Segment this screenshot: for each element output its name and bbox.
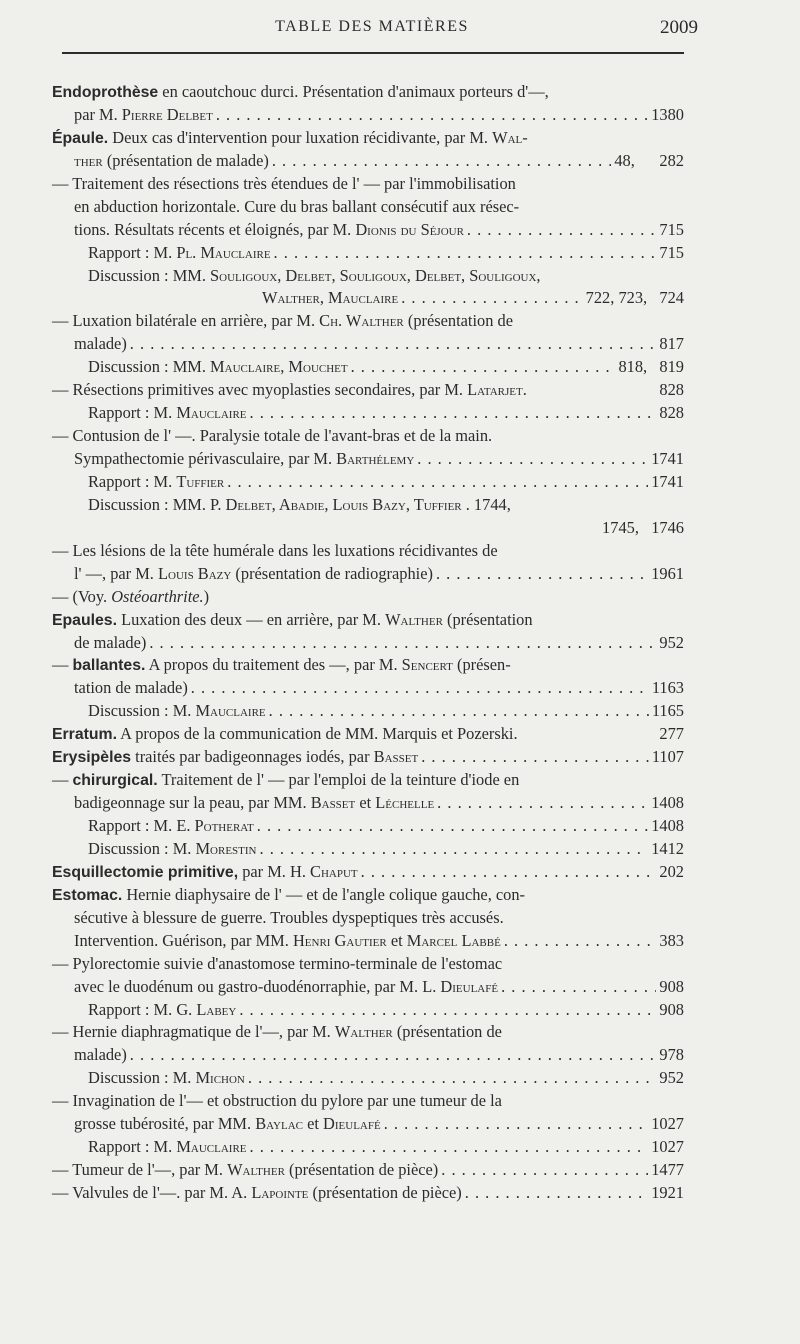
index-line	[52, 723, 684, 746]
entry-fragment: (présentation de pièce)	[284, 1160, 439, 1180]
entry-fragment: Discussion : M.	[88, 701, 196, 721]
entry-fragment: —	[52, 770, 73, 790]
index-line	[52, 654, 684, 677]
entry-fragment: — Invagination de l'— et obstruction du pylore par une tumeur de la	[52, 1091, 502, 1111]
page-reference: 1107	[651, 747, 684, 767]
index-line	[52, 1113, 684, 1136]
entry-fragment: (présentation de pièce)	[308, 1183, 462, 1202]
index-line	[52, 976, 684, 999]
entry-fragment: (présentation de malade)	[102, 150, 269, 170]
entry-text	[52, 586, 209, 609]
page-reference: 817	[659, 334, 684, 354]
entry-fragment: . 1744,	[461, 494, 511, 514]
page-reference: 952	[659, 632, 684, 652]
index-line	[52, 700, 684, 723]
index-line	[52, 999, 684, 1022]
entry-fragment: Discussion : M.	[88, 1068, 196, 1088]
entry-fragment: Sympathectomie périvasculaire, par M.	[74, 449, 337, 468]
page-reference: 1165	[651, 701, 684, 721]
author-name: Mauclaire	[195, 701, 266, 721]
entry-text	[52, 540, 498, 563]
entry-text	[52, 379, 527, 402]
author-name: Potherat	[194, 816, 254, 835]
entry-fragment: — Contusion de l' —. Paralysie totale de l'avant-bras et de la main.	[52, 426, 493, 446]
index-line	[52, 471, 684, 494]
entry-text	[74, 907, 504, 930]
page-number: 2009	[660, 17, 698, 38]
entry-fragment: Hernie diaphysaire de l' — et de l'angle colique gauche, con-	[122, 884, 526, 904]
entry-text	[262, 287, 398, 310]
index-line	[52, 1021, 684, 1044]
entry-fragment: tation de malade)	[74, 678, 188, 698]
entry-text	[74, 1113, 381, 1136]
dot-leader	[467, 219, 656, 242]
entry-fragment: (présentation de	[403, 311, 513, 331]
dot-leader	[191, 677, 649, 700]
index-line	[52, 746, 684, 769]
entry-text	[52, 1021, 502, 1044]
author-name: Michon	[195, 1068, 245, 1088]
dot-leader	[130, 333, 657, 356]
index-line	[52, 632, 684, 655]
entry-fragment: tions. Résultats récents et éloignés, par M.	[74, 219, 356, 239]
index-line	[52, 265, 684, 288]
index-line	[52, 287, 684, 310]
entry-heading: Épaule.	[52, 129, 109, 147]
dot-leader	[216, 104, 648, 127]
entry-text	[52, 746, 418, 770]
entry-fragment: — Pylorectomie suivie d'anastomose termino-terminale de l'estomac	[52, 953, 503, 973]
entry-fragment: de malade)	[74, 632, 147, 652]
index-line	[52, 517, 684, 540]
entry-fragment: A propos du traitement des —, par M.	[145, 655, 402, 675]
entry-text	[52, 654, 511, 678]
entry-text	[74, 104, 213, 127]
entry-text	[74, 632, 146, 655]
entry-fragment: malade)	[74, 1045, 127, 1065]
index-line	[52, 310, 684, 333]
entry-text	[88, 356, 348, 379]
dot-leader	[257, 815, 648, 838]
index-line	[52, 540, 684, 563]
entry-text	[88, 1067, 245, 1090]
index-line	[52, 769, 684, 792]
page-reference: 1163	[651, 678, 684, 698]
index-line	[52, 242, 684, 265]
author-name: Morestin	[195, 838, 257, 858]
dot-leader	[250, 1136, 649, 1159]
page-reference: 1921	[651, 1183, 684, 1202]
entry-fragment: (présentation de	[392, 1022, 502, 1042]
entry-text	[74, 219, 464, 242]
page-reference: 1027	[651, 1137, 684, 1157]
index-line	[52, 150, 684, 173]
index-line	[52, 838, 684, 861]
author-name: ther	[74, 150, 103, 170]
author-name: Henri Gautier	[292, 930, 387, 950]
entry-text	[74, 976, 498, 999]
index-line	[52, 356, 684, 379]
index-line	[52, 173, 684, 196]
page-reference: 1412	[651, 838, 684, 858]
entry-fragment: — Résections primitives avec myoplasties secondaires, par M.	[52, 380, 468, 400]
entry-fragment: Rapport : M.	[88, 1137, 177, 1157]
index-line	[52, 609, 684, 632]
entry-text	[74, 792, 434, 815]
entry-fragment: et	[303, 1114, 324, 1134]
dot-leader	[130, 1044, 657, 1067]
index-line	[52, 677, 684, 700]
entry-text	[74, 563, 433, 586]
dot-leader	[504, 930, 657, 953]
entry-heading: ballantes.	[72, 657, 146, 675]
author-name: Pl. Mauclaire	[176, 242, 271, 262]
author-name: Wal-	[492, 127, 528, 147]
dot-leader	[351, 356, 616, 379]
entry-text	[74, 930, 501, 953]
index-line	[52, 1090, 684, 1113]
header-rule	[62, 52, 684, 54]
page-reference: 1408	[651, 793, 684, 813]
entry-text	[52, 1159, 438, 1182]
entry-fragment: Discussion : M.	[88, 838, 196, 858]
entry-text	[88, 700, 266, 723]
dot-leader	[417, 448, 648, 471]
entry-text	[52, 310, 513, 333]
entry-text	[52, 127, 528, 151]
dot-leader	[384, 1113, 649, 1136]
entry-fragment: Ostéoarthrite.	[111, 586, 204, 606]
entry-text	[74, 196, 519, 219]
entry-fragment: Rapport : M.	[88, 242, 177, 262]
page-reference: 908	[659, 976, 684, 996]
entry-fragment: Discussion : MM.	[88, 265, 211, 285]
entry-heading: Estomac.	[52, 886, 123, 904]
dot-leader	[260, 838, 649, 861]
author-name: Dieulafé	[440, 976, 499, 996]
author-name: Chaput	[310, 861, 358, 881]
entry-fragment: et	[386, 930, 407, 950]
index-line	[52, 586, 684, 609]
index-body	[52, 81, 684, 1205]
page-reference: 908	[659, 999, 684, 1019]
author-name: Walther, Mauclaire	[262, 288, 399, 308]
entry-fragment: Discussion : MM. P.	[88, 494, 226, 514]
index-line	[52, 563, 684, 586]
entry-text	[74, 333, 127, 356]
entry-fragment: par M. H.	[238, 861, 311, 881]
index-line	[52, 1136, 684, 1159]
dot-leader	[421, 746, 649, 769]
index-line	[52, 884, 684, 907]
page-reference: 383	[659, 930, 684, 950]
index-line	[52, 219, 684, 242]
page-reference: 818, 819	[618, 357, 684, 377]
page-reference: 828	[659, 380, 684, 400]
entry-fragment: — Luxation bilatérale en arrière, par M.	[52, 311, 320, 331]
entry-fragment: — Traitement des résections très étendues de l' — par l'immobilisation	[52, 173, 516, 193]
entry-fragment: avec le duodénum ou gastro-duodénorraphie, par M. L.	[74, 976, 441, 996]
author-name: Souligoux, Delbet, Souligoux, Delbet, Souligoux,	[210, 265, 541, 285]
dot-leader	[250, 402, 657, 425]
entry-fragment: sécutive à blessure de guerre. Troubles dyspeptiques très accusés.	[74, 907, 504, 927]
index-line	[52, 930, 684, 953]
index-line	[52, 861, 684, 884]
entry-text	[52, 861, 358, 885]
author-name: Dieulafé	[323, 1114, 381, 1134]
entry-text	[52, 884, 525, 908]
entry-text	[74, 677, 188, 700]
author-name: Latarjet	[467, 380, 523, 400]
entry-fragment: (présentation	[442, 609, 533, 629]
entry-heading: Erratum.	[52, 726, 117, 744]
dot-leader	[465, 1182, 648, 1205]
entry-fragment: A propos de la communication de MM. Marquis et Pozerski.	[116, 724, 518, 744]
entry-heading: Endoprothèse	[52, 84, 159, 101]
entry-text	[52, 1090, 502, 1113]
entry-fragment: Traitement de l' — par l'emploi de la teinture d'iode en	[157, 770, 520, 790]
author-name: Basset	[373, 747, 419, 767]
dot-leader	[269, 700, 649, 723]
page-reference: 1027	[651, 1114, 684, 1134]
index-line	[52, 196, 684, 219]
author-name: Delbet, Abadie, Louis Bazy, Tuffier	[225, 494, 462, 514]
entry-fragment: — Hernie diaphragmatique de l'—, par M.	[52, 1022, 335, 1042]
dot-leader	[437, 792, 648, 815]
index-line	[52, 815, 684, 838]
page-reference: 722, 723, 724	[585, 288, 684, 308]
index-line	[52, 333, 684, 356]
author-name: Marcel Labbé	[406, 930, 501, 950]
author-name: Barthélemy	[336, 449, 415, 468]
entry-fragment: en abduction horizontale. Cure du bras ballant consécutif aux résec-	[74, 196, 520, 216]
index-line	[52, 425, 684, 448]
entry-fragment: et	[355, 793, 376, 813]
page-reference: 1961	[651, 563, 684, 583]
entry-fragment: badigeonnage sur la peau, par MM.	[74, 793, 311, 813]
entry-fragment: Intervention. Guérison, par MM.	[74, 930, 293, 950]
entry-text	[52, 425, 492, 448]
entry-fragment: Rapport : M.	[88, 471, 177, 491]
author-name: Mauclaire, Mouchet	[210, 357, 348, 377]
dot-leader	[227, 471, 648, 494]
dot-leader	[272, 150, 611, 173]
entry-fragment: (présen-	[452, 655, 511, 675]
index-line	[52, 1044, 684, 1067]
entry-text	[74, 150, 269, 173]
entry-text	[88, 242, 271, 265]
entry-fragment: (présentation de radiographie)	[231, 563, 433, 583]
entry-text	[88, 265, 541, 288]
dot-leader	[239, 999, 656, 1022]
author-name: Ch. Walther	[319, 311, 404, 331]
author-name: Léchelle	[375, 793, 435, 813]
entry-text	[88, 815, 254, 838]
entry-fragment: Luxation des deux — en arrière, par M.	[116, 609, 386, 629]
author-name: Lapointe	[251, 1183, 309, 1202]
entry-text	[52, 609, 533, 633]
entry-fragment: )	[203, 586, 210, 606]
index-line	[52, 104, 684, 127]
entry-fragment: grosse tubérosité, par MM.	[74, 1114, 256, 1134]
entry-fragment: — Valvules de l'—. par M. A.	[52, 1183, 252, 1202]
entry-heading: Epaules.	[52, 611, 117, 629]
page-reference: 715	[659, 219, 684, 239]
entry-fragment: traités par badigeonnages iodés, par	[131, 747, 374, 767]
entry-text	[52, 81, 549, 105]
author-name: Dionis du Séjour	[355, 219, 464, 239]
entry-heading: chirurgical.	[72, 772, 158, 790]
index-line	[52, 1159, 684, 1182]
entry-text	[52, 769, 519, 793]
page-reference: 952	[659, 1068, 684, 1088]
entry-text	[52, 1182, 462, 1205]
page-reference: 277	[659, 724, 684, 744]
entry-text	[52, 723, 518, 747]
index-line	[52, 1067, 684, 1090]
page-reference: 828	[659, 403, 684, 423]
index-line	[52, 1182, 684, 1205]
dot-leader	[436, 563, 648, 586]
dot-leader	[361, 861, 657, 884]
entry-text	[88, 402, 247, 425]
page-reference: 978	[659, 1045, 684, 1065]
dot-leader	[441, 1159, 648, 1182]
entry-fragment: Rapport : M. G.	[88, 999, 197, 1019]
index-line	[52, 402, 684, 425]
page-reference: 1741	[651, 471, 684, 491]
author-name: Walther	[227, 1160, 285, 1180]
entry-fragment: l' —, par M.	[74, 563, 158, 583]
entry-heading: Esquillectomie primitive,	[52, 863, 239, 881]
entry-heading: Erysipèles	[52, 749, 132, 767]
dot-leader	[401, 287, 582, 310]
author-name: Walther	[385, 609, 443, 629]
entry-text	[88, 1136, 247, 1159]
page-reference: 1745, 1746	[602, 517, 684, 537]
author-name: Louis Bazy	[158, 563, 232, 583]
index-line	[52, 448, 684, 471]
page-reference: 1741	[651, 449, 684, 468]
entry-fragment: Rapport : M.	[88, 403, 177, 423]
page-reference: 1380	[651, 104, 684, 124]
page-reference: 715	[659, 242, 684, 262]
entry-fragment: malade)	[74, 334, 127, 354]
index-line	[52, 81, 684, 104]
entry-text	[74, 448, 414, 471]
index-line	[52, 792, 684, 815]
index-line	[52, 379, 684, 402]
entry-fragment: Rapport : M. E.	[88, 816, 195, 835]
author-name: Mauclaire	[176, 403, 247, 423]
entry-fragment: .	[522, 380, 527, 400]
page-reference: 48, 282	[614, 150, 684, 170]
author-name: Labey	[196, 999, 237, 1019]
entry-text	[88, 999, 236, 1022]
entry-text	[52, 173, 516, 196]
dot-leader	[501, 976, 656, 999]
index-line	[52, 494, 684, 517]
entry-fragment: — (Voy.	[52, 586, 112, 606]
entry-text	[88, 494, 511, 517]
author-name: Sencert	[401, 655, 453, 675]
page-reference: 1477	[651, 1160, 684, 1180]
entry-text	[52, 953, 502, 976]
dot-leader	[149, 632, 656, 655]
entry-fragment: par M.	[74, 104, 122, 124]
page-reference: 202	[659, 861, 684, 881]
author-name: Pierre Delbet	[121, 104, 213, 124]
index-line	[52, 127, 684, 150]
entry-fragment: Deux cas d'intervention pour luxation récidivante, par M.	[108, 127, 493, 147]
index-line	[52, 953, 684, 976]
entry-fragment: —	[52, 655, 73, 675]
author-name: Baylac	[255, 1114, 303, 1134]
entry-fragment: Discussion : MM.	[88, 357, 211, 377]
entry-text	[88, 471, 224, 494]
index-line	[52, 907, 684, 930]
entry-fragment: — Les lésions de la tête humérale dans les luxations récidivantes de	[52, 540, 498, 560]
author-name: Mauclaire	[176, 1137, 247, 1157]
page-reference: 1408	[651, 816, 684, 835]
dot-leader	[274, 242, 657, 265]
author-name: Walther	[334, 1022, 393, 1042]
author-name: Tuffier	[176, 471, 225, 491]
entry-text	[88, 838, 257, 861]
entry-text	[74, 1044, 127, 1067]
author-name: Basset	[310, 793, 356, 813]
entry-fragment: en caoutchouc durci. Présentation d'animaux porteurs d'—,	[158, 82, 549, 101]
entry-fragment: — Tumeur de l'—, par M.	[52, 1160, 228, 1180]
dot-leader	[248, 1067, 657, 1090]
running-header-title: TABLE DES MATIÈRES	[275, 18, 469, 35]
